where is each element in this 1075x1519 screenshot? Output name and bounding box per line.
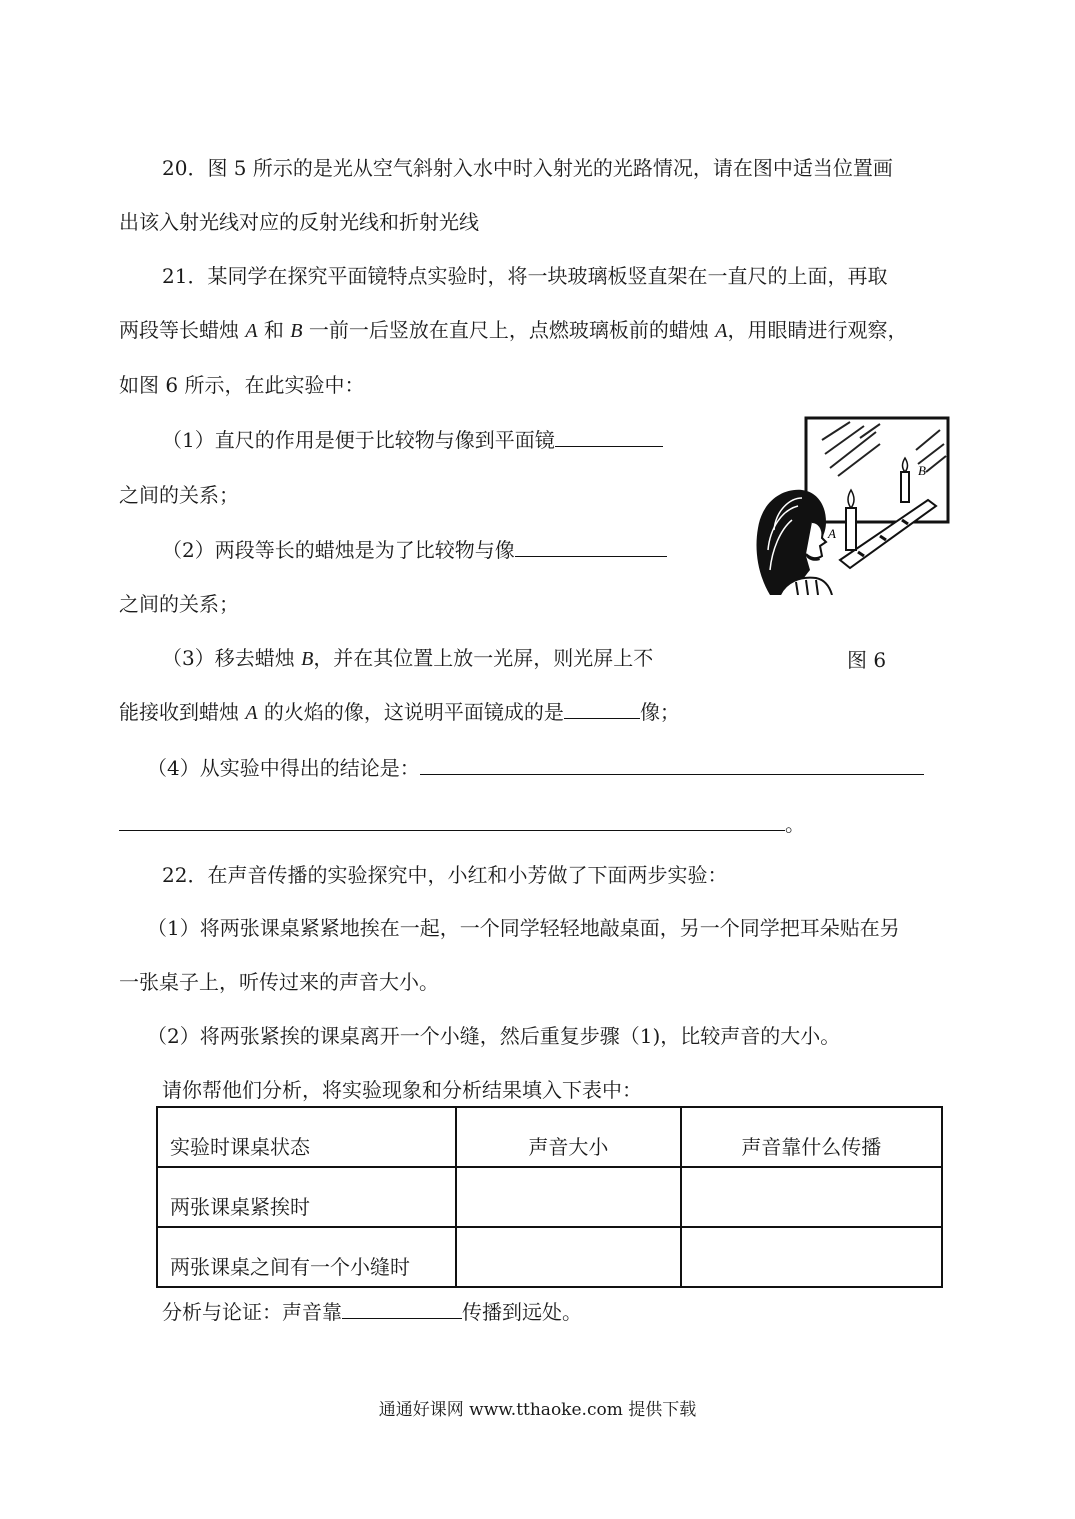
answer-blank[interactable] [342,1317,462,1319]
q21-line2-text-c: 一前一后竖放在直尺上，点燃玻璃板前的蜡烛 [302,318,716,342]
answer-blank[interactable] [119,829,785,831]
table-answer-cell[interactable] [681,1167,942,1227]
table-row [157,1227,942,1287]
answer-blank[interactable] [555,445,663,447]
q21-part1-text: （1）直尺的作用是便于比较物与像到平面镜 [162,428,555,452]
q22-analysis-text-b: 传播到远处。 [462,1300,582,1324]
table-answer-cell[interactable] [456,1227,680,1287]
var-a: A [245,320,258,342]
q21-part3-text-a: （3）移去蜡烛 [162,646,302,670]
table-row [157,1167,942,1227]
q21-part4-end: 。 [785,812,805,836]
figure-6-mirror-illustration [740,410,960,595]
var-b: B [301,648,314,670]
label-a: A [828,526,836,541]
q21-part1 [162,430,663,450]
candle-b [901,472,909,502]
q21-line2-text-d: ，用眼睛进行观察， [727,318,908,342]
glass-hatching [822,422,946,476]
table-header-row [157,1107,942,1167]
label-b: B [918,463,926,478]
answer-blank[interactable] [564,717,640,719]
q21-part1-cont: 之间的关系； [119,483,239,507]
table-answer-cell[interactable] [456,1167,680,1227]
q21-part4-cont [119,814,805,834]
q21-part2 [162,540,667,560]
q21-part3-cont [119,702,680,723]
q21-line2-text-a: 两段等长蜡烛 [119,318,246,342]
page-footer: 通通好课网 www.tthaoke.com 提供下载 [378,1400,697,1420]
var-b: B [290,320,303,342]
var-a: A [715,320,728,342]
q22-line1: 22．在声音传播的实验探究中，小红和小芳做了下面两步实验： [162,863,728,887]
table-header-cell: 声音靠什么传播 [681,1107,942,1167]
q21-part2-text: （2）两段等长的蜡烛是为了比较物与像 [162,538,515,562]
candle-a [846,508,856,550]
q21-part3-text-e: 像； [639,700,680,724]
candle-b-flame [903,458,908,472]
table-header-cell: 实验时课桌状态 [157,1107,456,1167]
candle-a-flame [848,490,854,508]
q20-line1: 20．图 5 所示的是光从空气斜射入水中时入射光的光路情况，请在图中适当位置画 [162,156,893,180]
q21-part2-cont: 之间的关系； [119,592,239,616]
q21-part4 [147,758,924,778]
q21-line1: 21．某同学在探究平面镜特点实验时，将一块玻璃板竖直架在一直尺的上面，再取 [162,264,888,288]
q21-part3-text-d: 的火焰的像，这说明平面镜成的是 [257,700,564,724]
table-cell: 两张课桌之间有一个小缝时 [157,1227,456,1287]
q21-line3: 如图 6 所示，在此实验中： [119,373,365,397]
q21-part3-text-b: ，并在其位置上放一光屏，则光屏上不 [313,646,654,670]
q20-line2: 出该入射光线对应的反射光线和折射光线 [119,210,479,234]
q21-part3 [162,648,653,669]
q22-analysis-text-a: 分析与论证：声音靠 [162,1300,342,1324]
answer-blank[interactable] [515,555,667,557]
answer-blank[interactable] [420,773,924,775]
q22-step2: （2）将两张紧挨的课桌离开一个小缝，然后重复步骤（1)，比较声音的大小。 [147,1024,841,1048]
q21-part3-text-c: 能接收到蜡烛 [119,700,246,724]
var-a: A [245,702,258,724]
q21-line2-text-b: 和 [257,318,291,342]
table-answer-cell[interactable] [681,1227,942,1287]
q22-instruction: 请你帮他们分析，将实验现象和分析结果填入下表中： [162,1078,642,1102]
observation-table [156,1106,943,1288]
q21-part4-text: （4）从实验中得出的结论是： [147,756,420,780]
q22-analysis [162,1302,582,1322]
q21-line2 [119,320,907,341]
q22-step1-cont: 一张桌子上，听传过来的声音大小。 [119,970,439,994]
q22-step1: （1）将两张课桌紧紧地挨在一起，一个同学轻轻地敲桌面，另一个同学把耳朵贴在另 [147,916,900,940]
table-header-cell: 声音大小 [456,1107,680,1167]
figure-caption: 图 6 [847,648,887,672]
table-cell: 两张课桌紧挨时 [157,1167,456,1227]
